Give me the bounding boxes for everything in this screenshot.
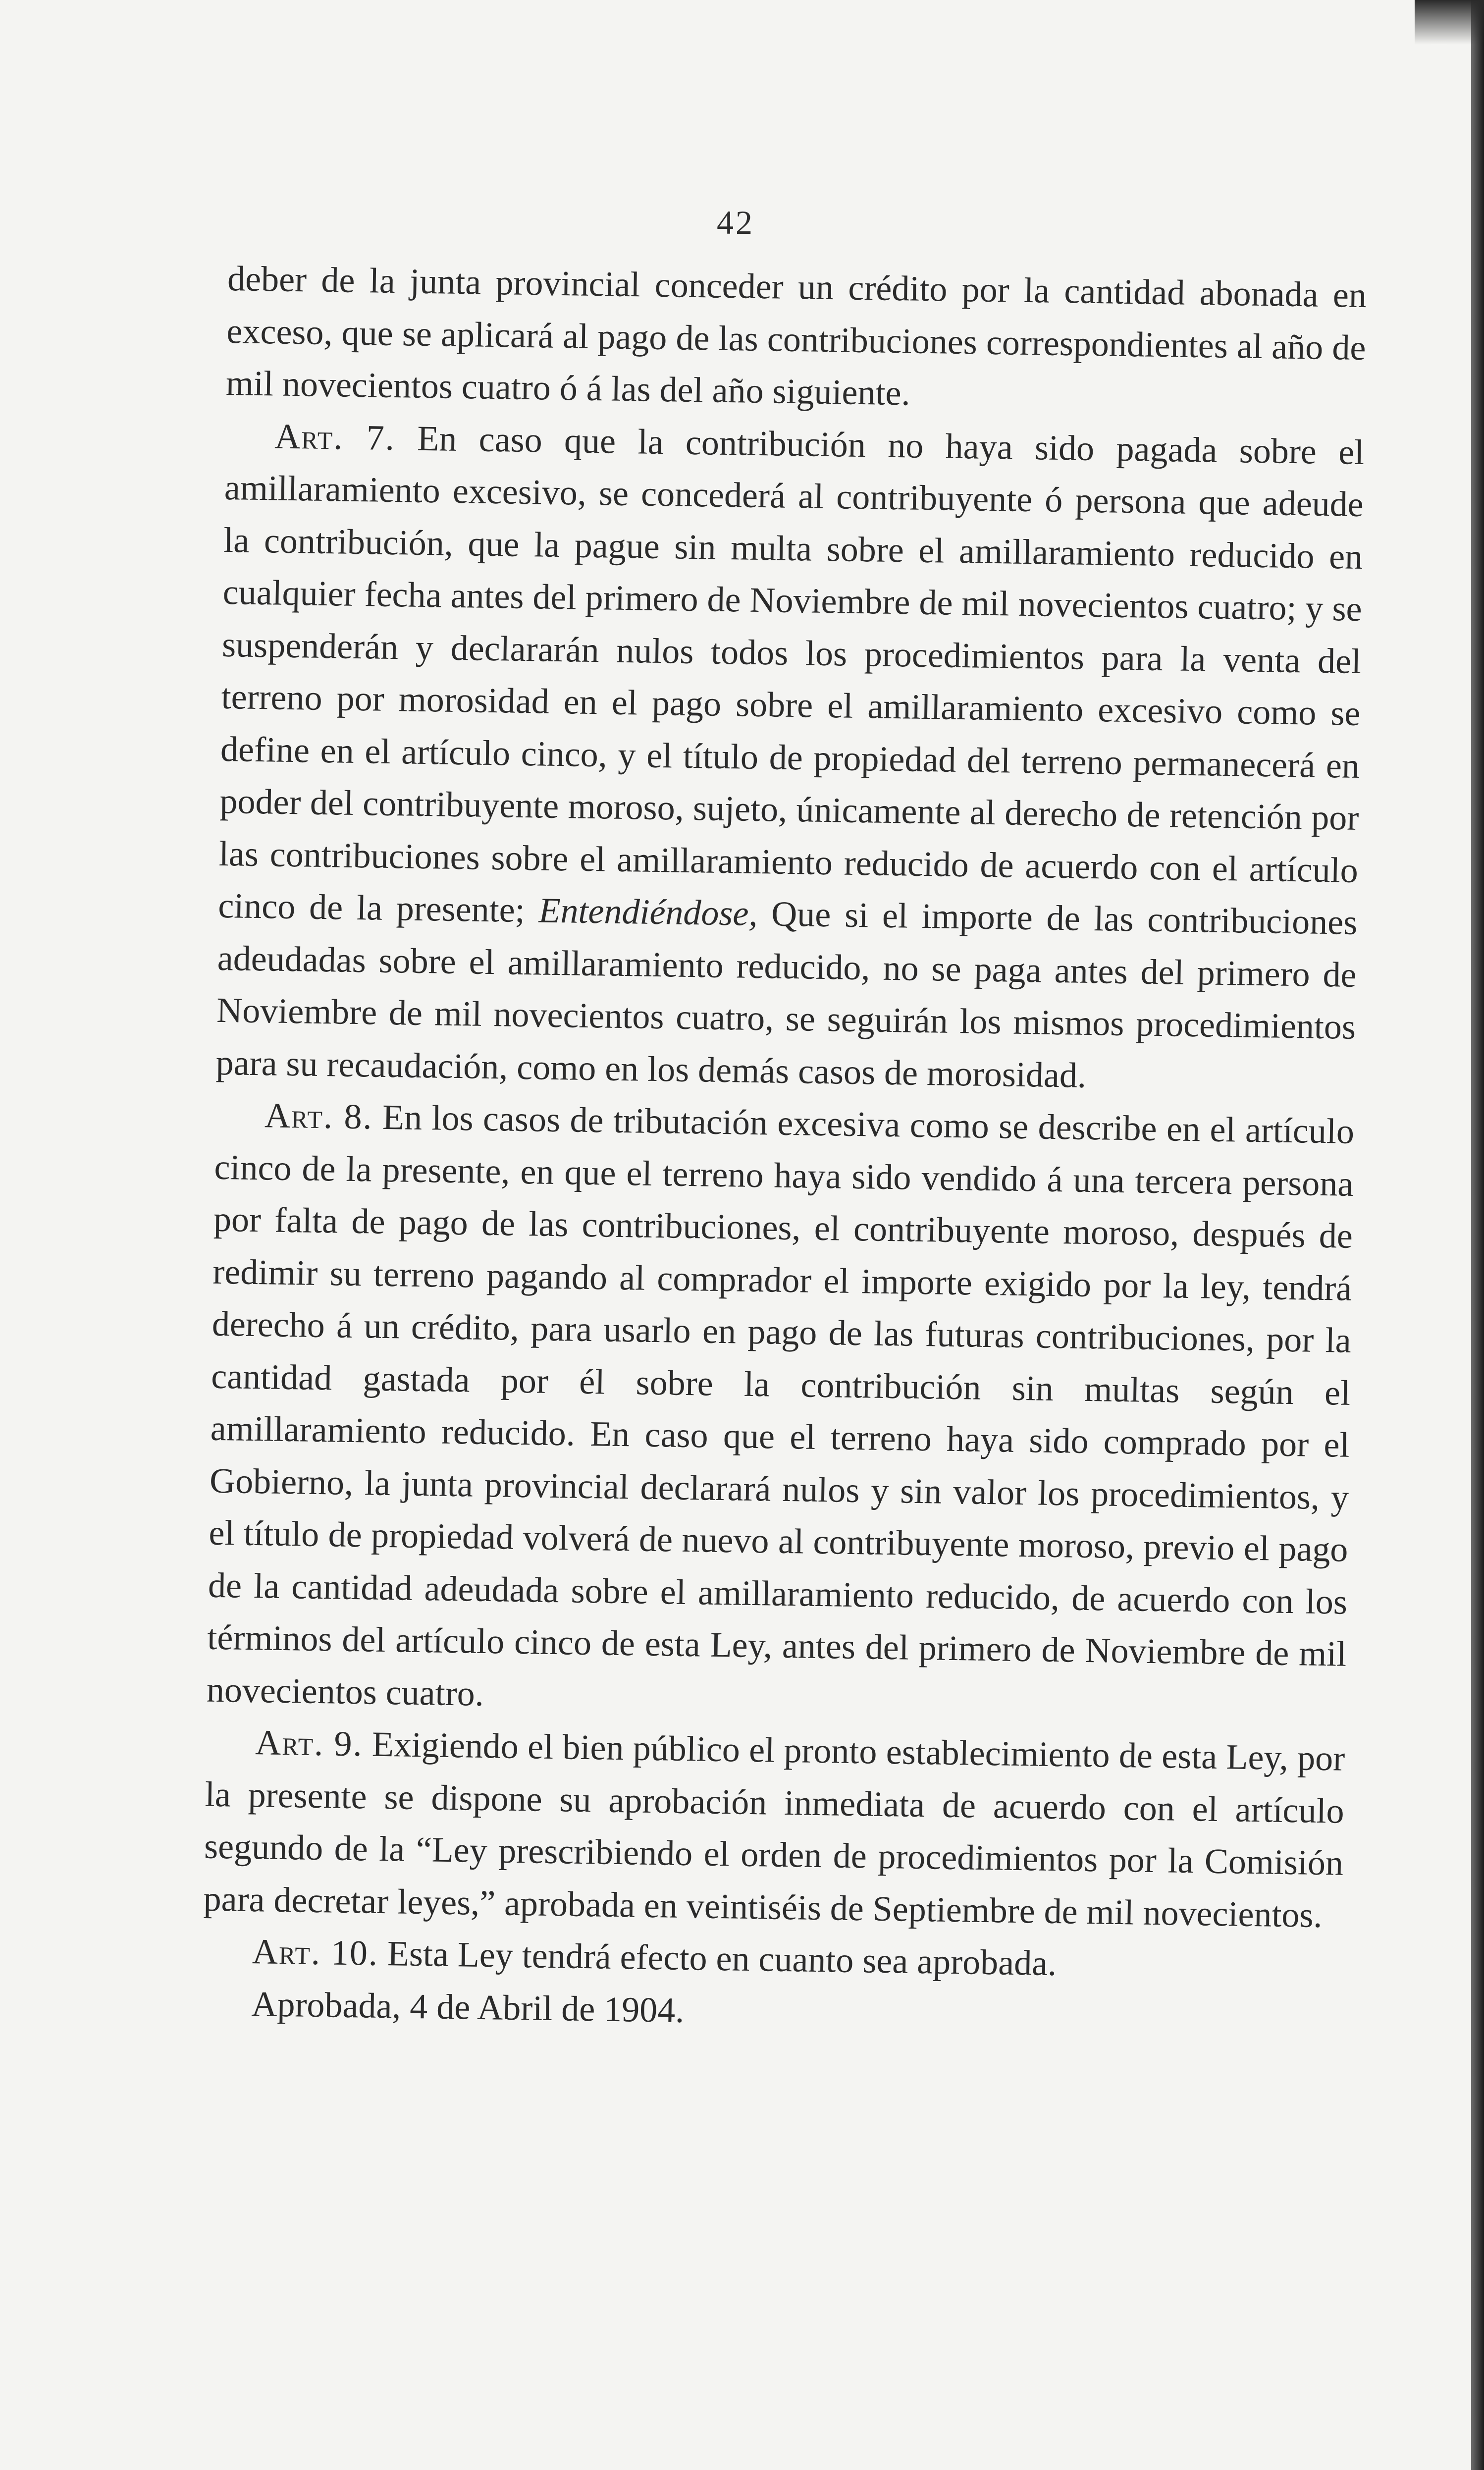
article-7-text-b: Que si el importe de las contribuciones adeudadas sobre el amillaramiento reducido, no se paga antes del primero de Noviembre de mil novecientos cuatro, se seguirán los mismos procedimientos para su recaudación, como en los demás casos de morosidad. xyxy=(215,894,1358,1095)
article-9-text: Exigiendo el bien público el pronto establecimiento de esta Ley, por la presente se dispone su aprobación inmediata de acuerdo con el artículo segundo de la “Ley prescribiendo el orden de procedimientos por la Comisión para decretar leyes,” aprobada en veintiséis de Septiembre de mil novecientos. xyxy=(203,1724,1345,1935)
scan-border-right xyxy=(1471,0,1484,2470)
article-7-text-a: En caso que la contribución no haya sido pagada sobre el amillaramiento excesivo, se concederá al contribuyente ó persona que adeude la contribución, que la pague sin multa sobre el amillaramiento reducido en cualquier fecha antes del primero de Noviembre de mil novecientos cuatro; y se suspenderán y declararán nulos todos los procedimientos para la venta del terreno por morosidad en el pago sobre el amillaramiento excesivo como se define en el artículo cinco, y el título de propiedad del terreno permanecerá en poder del contribuyente moroso, sujeto, únicamente al derecho de retención por las contribuciones sobre el amillaramiento reducido de acuerdo con el artículo cinco de la presente; xyxy=(217,418,1365,930)
approval-line: Aprobada, 4 de Abril de 1904. xyxy=(251,1984,685,2030)
article-8-text: En los casos de tributación excesiva como se describe en el artículo cinco de la presente, en que el terreno haya sido vendido á una tercera persona por falta de pago de las contribuciones, el contribuyente moroso, después de redimir su terreno pagando al comprador el importe exigido por la ley, tendrá derecho á un crédito, para usarlo en pago de las futuras contribuciones, por la cantidad gastada por él sobre la contribución sin multas según el amillaramiento reducido. En caso que el terreno haya sido comprado por el Gobierno, la junta provincial declarará nulos y sin valor los procedimientos, y el título de propiedad volverá de nuevo al contribuyente moroso, previo el pago de la cantidad adeudada sobre el amillaramiento reducido, de acuerdo con los términos del artículo cinco de esta Ley, antes del primero de Noviembre de mil novecientos cuatro. xyxy=(206,1097,1355,1714)
page-number: 42 xyxy=(717,204,754,241)
article-7-label: Art. 7. xyxy=(274,416,396,458)
article-7-emphasis: Entendiéndose, xyxy=(538,890,758,934)
article-9-label: Art. 9. xyxy=(255,1722,364,1764)
article-8-label: Art. 8. xyxy=(264,1095,373,1137)
article-8 xyxy=(206,1089,1355,1733)
paragraph-continuation: deber de la junta provincial conceder un crédito por la cantidad abonada en exceso, que se aplicará al pago de las contribuciones correspondientes al año de mil novecientos cuatro ó á las del año siguiente. xyxy=(225,258,1367,413)
article-10-text: Esta Ley tendrá efecto en cuanto sea aprobada. xyxy=(387,1933,1057,1984)
body-text xyxy=(202,253,1367,2046)
article-10-label: Art. 10. xyxy=(252,1932,379,1973)
article-7 xyxy=(215,409,1365,1105)
scan-border-corner xyxy=(1415,0,1484,45)
article-9 xyxy=(203,1716,1345,1942)
